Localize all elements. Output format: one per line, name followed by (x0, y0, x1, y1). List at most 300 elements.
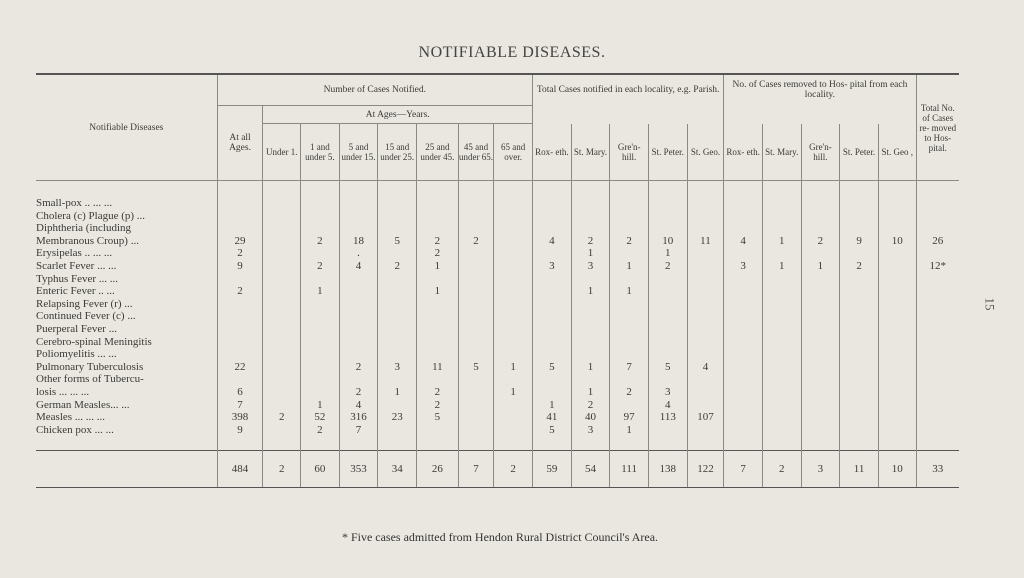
table-cell: 2 (339, 386, 378, 399)
disease-name: Poliomyelitis ... ... (36, 348, 117, 361)
table-cell (494, 210, 533, 223)
total-cell: 34 (378, 451, 417, 488)
table-cell: 12* (916, 260, 959, 273)
table-cell (417, 348, 459, 361)
table-cell (263, 235, 301, 248)
table-cell (687, 298, 724, 311)
table-cell (724, 399, 763, 412)
table-cell (378, 247, 417, 260)
table-cell (217, 298, 263, 311)
table-cell (878, 197, 916, 210)
table-cell: 1 (417, 285, 459, 298)
table-cell: 2 (417, 235, 459, 248)
table-cell (533, 285, 572, 298)
header-at-all-ages: At all Ages. (217, 106, 263, 181)
table-cell (687, 336, 724, 349)
table-cell (916, 361, 959, 374)
table-cell: 2 (217, 285, 263, 298)
disease-name: Scarlet Fever ... ... (36, 259, 117, 272)
table-cell (533, 247, 572, 260)
total-cell: 122 (687, 451, 724, 488)
table-cell (417, 197, 459, 210)
table-cell (263, 273, 301, 286)
table-cell: 3 (571, 260, 610, 273)
table-cell (417, 323, 459, 336)
table-cell (533, 348, 572, 361)
table-cell (217, 210, 263, 223)
table-cell (301, 336, 340, 349)
table-cell (533, 323, 572, 336)
table-cell (494, 273, 533, 286)
table-cell (724, 273, 763, 286)
table-cell (648, 222, 687, 235)
table-cell (494, 424, 533, 437)
table-cell (494, 197, 533, 210)
table-cell (762, 273, 801, 286)
table-cell: 40 (571, 411, 610, 424)
table-cell (840, 310, 879, 323)
header-rem-st-mary: St. Mary. (762, 124, 801, 181)
header-loc-st-peter: St. Peter. (648, 124, 687, 181)
table-cell (610, 310, 649, 323)
table-cell (648, 197, 687, 210)
table-cell (263, 373, 301, 386)
table-row (36, 222, 959, 235)
table-cell (916, 424, 959, 437)
table-cell (339, 310, 378, 323)
table-cell: 11 (417, 361, 459, 374)
disease-name: Small-pox .. ... ... (36, 197, 113, 209)
table-cell (533, 298, 572, 311)
table-cell: 316 (339, 411, 378, 424)
table-cell: 2 (301, 424, 340, 437)
table-cell (263, 323, 301, 336)
table-cell (687, 373, 724, 386)
table-cell (339, 285, 378, 298)
table-cell (687, 323, 724, 336)
total-cell: 484 (217, 451, 263, 488)
header-rem-st-peter: St. Peter. (840, 124, 879, 181)
table-cell: 11 (687, 235, 724, 248)
table-cell (840, 222, 879, 235)
table-cell (878, 298, 916, 311)
table-cell (301, 361, 340, 374)
table-cell (339, 348, 378, 361)
table-row (36, 424, 959, 437)
table-cell: 2 (217, 247, 263, 260)
table-cell (458, 336, 494, 349)
table-row (36, 298, 959, 311)
table-cell (916, 285, 959, 298)
table-cell (533, 222, 572, 235)
table-cell (648, 285, 687, 298)
table-cell (339, 197, 378, 210)
header-age-under-1: Under 1. (263, 124, 301, 181)
total-cell: 59 (533, 451, 572, 488)
table-cell (301, 386, 340, 399)
table-cell (417, 310, 459, 323)
table-cell: 22 (217, 361, 263, 374)
table-cell: 23 (378, 411, 417, 424)
table-cell: 1 (801, 260, 840, 273)
table-cell (458, 310, 494, 323)
table-cell: 1 (533, 399, 572, 412)
table-cell: 2 (840, 260, 879, 273)
table-cell: 1 (648, 247, 687, 260)
header-age-1-5: 1 and under 5. (301, 124, 340, 181)
table-row (36, 235, 959, 248)
table-cell (840, 323, 879, 336)
table-cell (878, 247, 916, 260)
table-cell (801, 222, 840, 235)
disease-name: Puerperal Fever ... (36, 322, 117, 335)
table-cell (724, 336, 763, 349)
table-cell (533, 373, 572, 386)
notifiable-diseases-table (36, 73, 959, 488)
table-cell (648, 210, 687, 223)
total-cell: 2 (494, 451, 533, 488)
table-cell (610, 273, 649, 286)
table-cell (533, 210, 572, 223)
table-cell (494, 323, 533, 336)
table-cell: 2 (378, 260, 417, 273)
table-row (36, 361, 959, 374)
table-cell (724, 373, 763, 386)
table-cell (916, 273, 959, 286)
table-cell: 4 (724, 235, 763, 248)
table-cell: 1 (494, 361, 533, 374)
table-cell (840, 210, 879, 223)
table-cell: 4 (533, 235, 572, 248)
table-cell (378, 285, 417, 298)
table-cell (687, 285, 724, 298)
table-cell (494, 235, 533, 248)
table-cell: 1 (301, 285, 340, 298)
table-cell (801, 273, 840, 286)
table-cell (301, 310, 340, 323)
table-cell (610, 247, 649, 260)
table-row (36, 247, 959, 260)
table-cell (263, 222, 301, 235)
header-total-cases-locality: Total Cases notified in each locality, e.g. Parish. (533, 74, 724, 106)
table-cell: 3 (378, 361, 417, 374)
table-cell (878, 411, 916, 424)
table-cell: 3 (648, 386, 687, 399)
table-cell (878, 273, 916, 286)
table-cell (801, 361, 840, 374)
table-cell (458, 348, 494, 361)
disease-name: Enteric Fever .. ... (36, 285, 115, 298)
table-cell (339, 298, 378, 311)
table-cell: 9 (217, 424, 263, 437)
table-cell (878, 210, 916, 223)
table-cell: 2 (301, 260, 340, 273)
table-cell (458, 222, 494, 235)
table-cell (801, 386, 840, 399)
total-cell: 2 (263, 451, 301, 488)
table-cell (801, 247, 840, 260)
table-cell (916, 336, 959, 349)
table-cell: 107 (687, 411, 724, 424)
table-cell (840, 399, 879, 412)
table-cell (571, 373, 610, 386)
table-cell (762, 411, 801, 424)
table-cell (801, 197, 840, 210)
table-cell (378, 348, 417, 361)
table-cell (494, 399, 533, 412)
table-cell: 4 (687, 361, 724, 374)
table-cell (724, 222, 763, 235)
table-cell (687, 386, 724, 399)
table-cell (840, 197, 879, 210)
header-age-25-45: 25 and under 45. (417, 124, 459, 181)
table-row (36, 386, 959, 399)
table-cell (494, 310, 533, 323)
table-cell (801, 399, 840, 412)
table-cell (494, 247, 533, 260)
table-cell (263, 399, 301, 412)
table-cell (533, 197, 572, 210)
table-cell (762, 247, 801, 260)
table-cell: 5 (417, 411, 459, 424)
table-cell (339, 336, 378, 349)
total-cell: 11 (840, 451, 879, 488)
table-cell: 97 (610, 411, 649, 424)
table-cell (610, 298, 649, 311)
header-rem-greenhill: Gre'n- hill. (801, 124, 840, 181)
table-cell (878, 285, 916, 298)
table-cell (458, 399, 494, 412)
table-cell (648, 310, 687, 323)
table-cell (878, 373, 916, 386)
table-cell (458, 260, 494, 273)
table-cell: 18 (339, 235, 378, 248)
table-cell (687, 222, 724, 235)
table-cell (458, 210, 494, 223)
table-cell: 5 (533, 361, 572, 374)
header-at-ages-years: At Ages—Years. (263, 106, 533, 124)
table-cell (648, 373, 687, 386)
table-cell (263, 361, 301, 374)
table-cell (762, 323, 801, 336)
table-cell (762, 285, 801, 298)
header-loc-st-geo: St. Geo. (687, 124, 724, 181)
total-cell: 353 (339, 451, 378, 488)
table-cell (458, 424, 494, 437)
table-cell: 29 (217, 235, 263, 248)
header-removed-to-hospital: No. of Cases removed to Hos- pital from each locality. (724, 74, 916, 106)
table-cell (916, 310, 959, 323)
table-cell (378, 399, 417, 412)
table-cell (840, 348, 879, 361)
table-cell (301, 348, 340, 361)
disease-name: Continued Fever (c) ... (36, 310, 136, 323)
table-cell (878, 361, 916, 374)
table-cell (263, 247, 301, 260)
table-cell: 1 (610, 285, 649, 298)
disease-name: Measles ... ... ... (36, 411, 106, 424)
table-cell (263, 197, 301, 210)
table-cell (878, 348, 916, 361)
table-cell: 5 (533, 424, 572, 437)
table-row (36, 323, 959, 336)
table-cell (263, 210, 301, 223)
table-cell: 6 (217, 386, 263, 399)
table-cell (610, 222, 649, 235)
disease-name: Cerebro-spinal Meningitis (36, 335, 152, 348)
header-age-15-25: 15 and under 25. (378, 124, 417, 181)
table-cell (687, 260, 724, 273)
total-cell: 26 (417, 451, 459, 488)
table-cell (801, 310, 840, 323)
table-cell (762, 361, 801, 374)
table-cell (840, 373, 879, 386)
table-cell (840, 247, 879, 260)
table-cell (648, 273, 687, 286)
table-cell (916, 298, 959, 311)
header-rem-roxeth: Rox- eth. (724, 124, 763, 181)
header-notifiable-diseases: Notifiable Diseases (36, 74, 217, 181)
disease-name: Other forms of Tubercu- (36, 373, 144, 386)
table-cell (687, 197, 724, 210)
total-cell: 7 (724, 451, 763, 488)
table-cell (878, 424, 916, 437)
table-cell: 4 (339, 260, 378, 273)
table-cell (610, 373, 649, 386)
table-cell (762, 373, 801, 386)
table-cell: 5 (648, 361, 687, 374)
table-cell (217, 222, 263, 235)
table-cell (878, 386, 916, 399)
table-cell (217, 273, 263, 286)
table-cell (378, 273, 417, 286)
total-cell: 3 (801, 451, 840, 488)
table-cell: 1 (571, 247, 610, 260)
table-cell (878, 260, 916, 273)
table-cell (571, 348, 610, 361)
table-cell (417, 424, 459, 437)
total-cell: 54 (571, 451, 610, 488)
disease-name: Typhus Fever ... ... (36, 272, 119, 285)
header-loc-st-mary: St. Mary. (571, 124, 610, 181)
table-cell (840, 361, 879, 374)
table-cell (648, 348, 687, 361)
table-cell (724, 247, 763, 260)
table-cell (916, 197, 959, 210)
table-cell: 1 (417, 260, 459, 273)
table-cell (648, 424, 687, 437)
table-cell (571, 210, 610, 223)
table-row (36, 210, 959, 223)
table-cell (533, 310, 572, 323)
table-row (36, 310, 959, 323)
table-cell (840, 285, 879, 298)
total-cell: 2 (762, 451, 801, 488)
table-cell (263, 260, 301, 273)
table-cell (801, 285, 840, 298)
table-cell (724, 285, 763, 298)
disease-name: losis ... ... ... (36, 385, 90, 398)
table-cell: 2 (610, 386, 649, 399)
table-cell (417, 222, 459, 235)
table-cell (301, 210, 340, 223)
page-title: NOTIFIABLE DISEASES. (418, 44, 606, 61)
header-rem-st-geo: St. Geo , (878, 124, 916, 181)
table-cell (494, 411, 533, 424)
table-cell (263, 285, 301, 298)
table-cell: 2 (648, 260, 687, 273)
table-cell (339, 373, 378, 386)
table-cell (916, 386, 959, 399)
table-cell (687, 273, 724, 286)
table-row (36, 373, 959, 386)
table-cell (762, 336, 801, 349)
table-cell (762, 197, 801, 210)
table-cell (378, 424, 417, 437)
table-cell: 1 (762, 235, 801, 248)
table-cell: 2 (417, 386, 459, 399)
table-cell (217, 336, 263, 349)
table-cell (724, 323, 763, 336)
table-cell: 9 (840, 235, 879, 248)
table-cell (339, 323, 378, 336)
total-cell: 60 (301, 451, 340, 488)
table-cell: 5 (458, 361, 494, 374)
table-cell (263, 348, 301, 361)
table-cell: 1 (301, 399, 340, 412)
table-cell: 1 (571, 386, 610, 399)
table-cell: 7 (217, 399, 263, 412)
table-cell (878, 323, 916, 336)
table-cell (217, 373, 263, 386)
table-cell (840, 273, 879, 286)
table-row (36, 411, 959, 424)
table-cell: 41 (533, 411, 572, 424)
table-cell (378, 210, 417, 223)
header-loc-greenhill: Gre'n- hill. (610, 124, 649, 181)
table-cell (571, 298, 610, 311)
disease-name: Membranous Croup) ... (36, 234, 139, 247)
table-cell (801, 323, 840, 336)
total-cell: 10 (878, 451, 916, 488)
table-cell (533, 273, 572, 286)
table-cell (801, 336, 840, 349)
table-cell: 52 (301, 411, 340, 424)
table-cell (916, 373, 959, 386)
table-cell (378, 298, 417, 311)
table-cell (217, 310, 263, 323)
table-cell (458, 197, 494, 210)
table-cell (724, 298, 763, 311)
table-cell: 7 (339, 424, 378, 437)
table-cell (801, 424, 840, 437)
table-cell: 3 (724, 260, 763, 273)
table-cell (378, 222, 417, 235)
table-cell: 1 (610, 260, 649, 273)
table-cell (648, 336, 687, 349)
table-cell (571, 323, 610, 336)
table-cell (458, 273, 494, 286)
table-cell: 4 (339, 399, 378, 412)
totals-row (36, 451, 959, 488)
table-cell (687, 424, 724, 437)
table-cell (417, 373, 459, 386)
table-cell (840, 411, 879, 424)
table-cell: 9 (217, 260, 263, 273)
table-cell (801, 298, 840, 311)
table-cell: 113 (648, 411, 687, 424)
table-cell (801, 373, 840, 386)
